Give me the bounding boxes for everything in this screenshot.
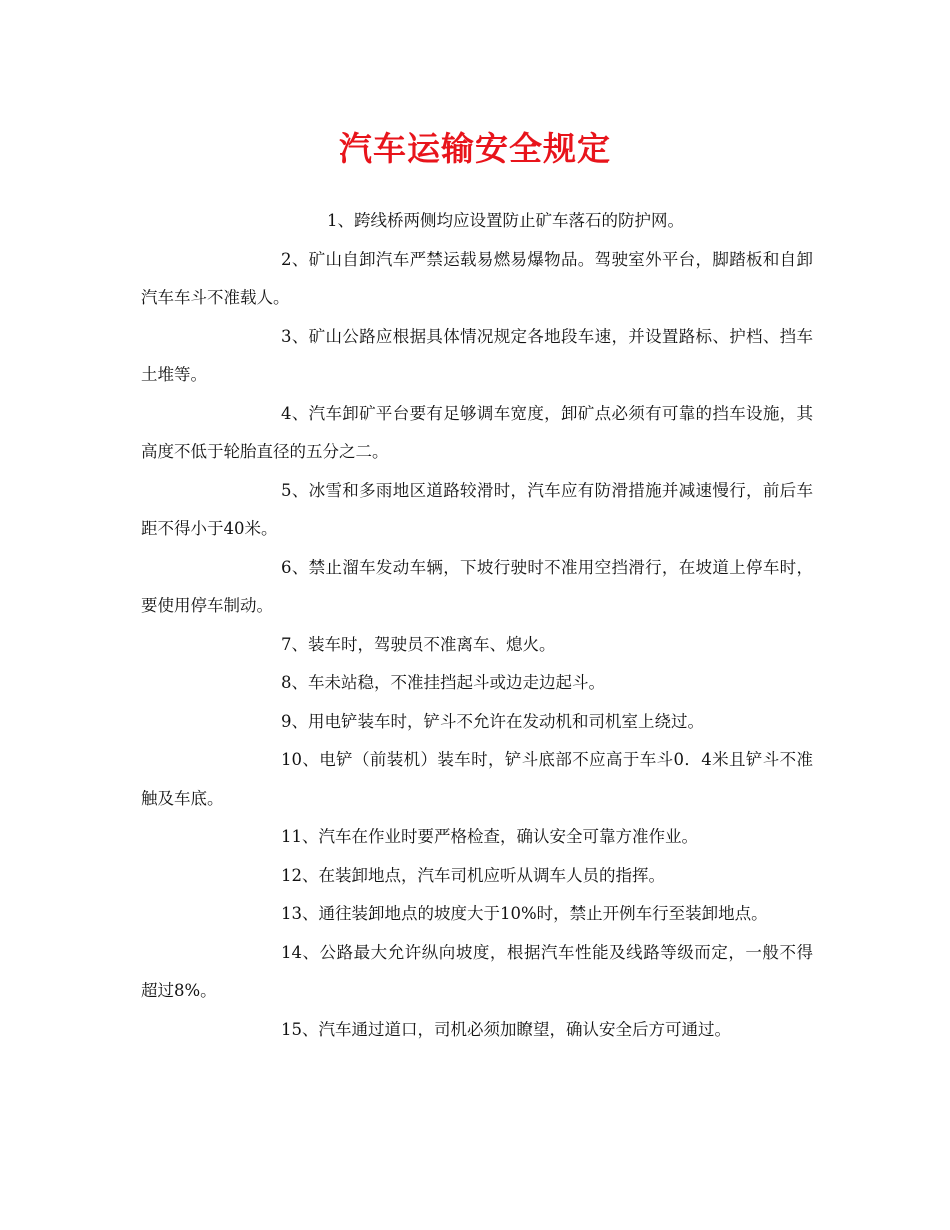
rule-item-6: 6、禁止溜车发动车辆，下坡行驶时不准用空挡滑行，在坡道上停车时，要使用停车制动。: [141, 557, 813, 615]
rule-item-12: 12、在装卸地点，汽车司机应听从调车人员的指挥。: [281, 865, 665, 885]
rule-item-11: 11、汽车在作业时要严格检查，确认安全可靠方准作业。: [281, 827, 698, 846]
rule-item-5: 5、冰雪和多雨地区道路较滑时，汽车应有防滑措施并减速慢行，前后车距不得小于40米。: [141, 480, 813, 538]
rule-item-1: 1、跨线桥两侧均应设置防止矿车落石的防护网。: [327, 211, 684, 230]
rule-item-9: 9、用电铲装车时，铲斗不允许在发动机和司机室上绕过。: [281, 711, 704, 731]
rule-item-10: 10、电铲（前装机）装车时，铲斗底部不应高于车斗0．4米且铲斗不准触及车底。: [141, 750, 813, 808]
rule-item-2: 2、矿山自卸汽车严禁运载易燃易爆物品。驾驶室外平台，脚踏板和自卸汽车车斗不准载人。: [141, 249, 813, 307]
rule-item-13: 13、通往装卸地点的坡度大于10%时，禁止开例车行至装卸地点。: [281, 904, 768, 923]
rule-item-14: 14、公路最大允许纵向坡度，根据汽车性能及线路等级而定，一般不得超过8%。: [141, 942, 813, 1000]
document-title: 汽车运输安全规定: [339, 129, 611, 168]
rule-item-8: 8、车未站稳，不准挂挡起斗或边走边起斗。: [281, 673, 605, 692]
rule-item-7: 7、装车时，驾驶员不准离车、熄火。: [281, 634, 556, 654]
document-body: [141, 202, 813, 1049]
rule-item-3: 3、矿山公路应根据具体情况规定各地段车速，并设置路标、护档、挡车土堆等。: [141, 326, 813, 384]
rule-item-15: 15、汽车通过道口，司机必须加瞭望，确认安全后方可通过。: [281, 1019, 731, 1039]
rule-item-4: 4、汽车卸矿平台要有足够调车宽度，卸矿点必须有可靠的挡车设施，其高度不低于轮胎直径的五分之二。: [141, 403, 813, 461]
